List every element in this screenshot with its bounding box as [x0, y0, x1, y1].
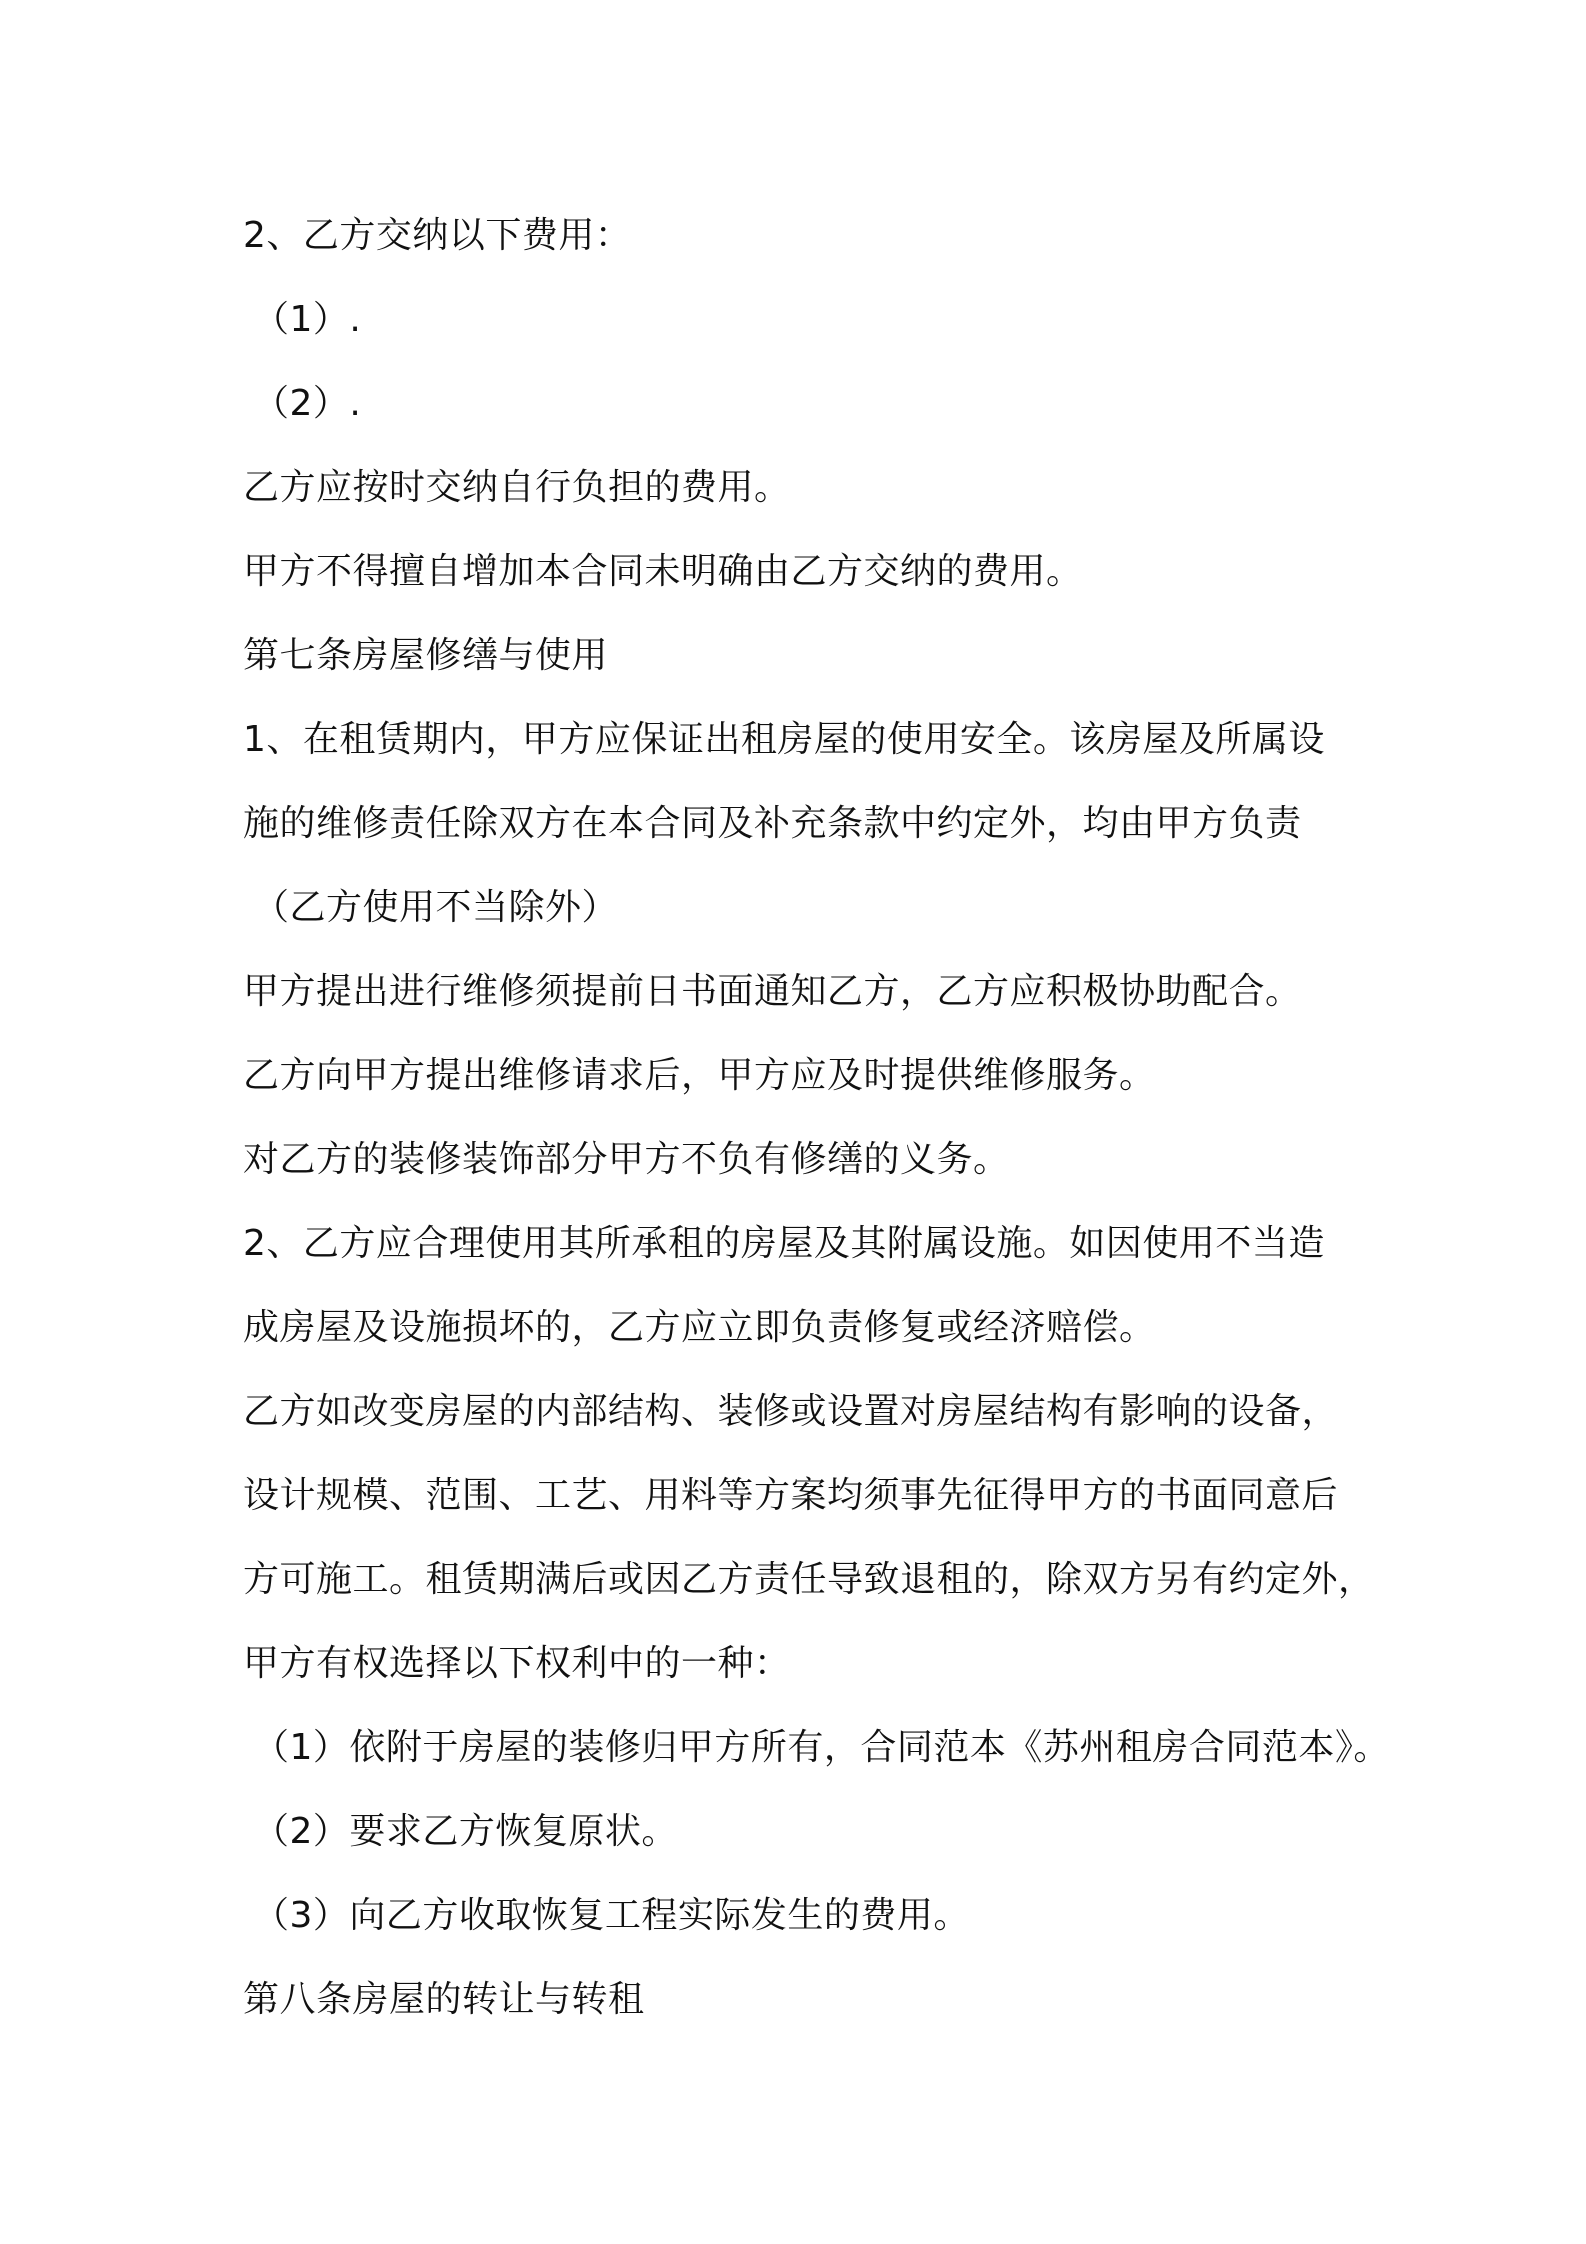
- paragraph-line: 施的维修责任除双方在本合同及补充条款中约定外，均由甲方负责: [243, 803, 1302, 844]
- fee-item-2: （2）.: [253, 383, 362, 424]
- paragraph-line: 甲方有权选择以下权利中的一种：: [243, 1643, 791, 1684]
- option-item-2: （2）要求乙方恢复原状。: [253, 1811, 678, 1852]
- option-item-1: （1）依附于房屋的装修归甲方所有，合同范本《苏州租房合同范本》。: [253, 1727, 1390, 1768]
- paragraph-line: 方可施工。租赁期满后或因乙方责任导致退租的，除双方另有约定外，: [243, 1559, 1375, 1600]
- paragraph-line: 2、乙方应合理使用其所承租的房屋及其附属设施。如因使用不当造: [243, 1223, 1325, 1264]
- fee-item-1: （1）.: [253, 299, 362, 340]
- paragraph-line: 乙方如改变房屋的内部结构、装修或设置对房屋结构有影响的设备，: [243, 1391, 1339, 1432]
- document-body: [243, 194, 1390, 2042]
- section-heading-article-7: 第七条房屋修缮与使用: [243, 635, 609, 676]
- paragraph-line: 甲方不得擅自增加本合同未明确由乙方交纳的费用。: [243, 551, 1083, 592]
- paragraph-line: 1、在租赁期内，甲方应保证出租房屋的使用安全。该房屋及所属设: [243, 719, 1325, 760]
- section-heading-article-8: 第八条房屋的转让与转租: [243, 1979, 645, 2020]
- paragraph-line: （乙方使用不当除外）: [253, 887, 619, 928]
- fee-item-heading: 2、乙方交纳以下费用：: [243, 215, 632, 256]
- paragraph-line: 对乙方的装修装饰部分甲方不负有修缮的义务。: [243, 1139, 1010, 1180]
- option-item-3: （3）向乙方收取恢复工程实际发生的费用。: [253, 1895, 970, 1936]
- paragraph-line: 成房屋及设施损坏的，乙方应立即负责修复或经济赔偿。: [243, 1307, 1156, 1348]
- paragraph-line: 设计规模、范围、工艺、用料等方案均须事先征得甲方的书面同意后: [243, 1475, 1339, 1516]
- paragraph-line: 乙方向甲方提出维修请求后，甲方应及时提供维修服务。: [243, 1055, 1156, 1096]
- paragraph-line: 甲方提出进行维修须提前日书面通知乙方，乙方应积极协助配合。: [243, 971, 1302, 1012]
- paragraph-line: 乙方应按时交纳自行负担的费用。: [243, 467, 791, 508]
